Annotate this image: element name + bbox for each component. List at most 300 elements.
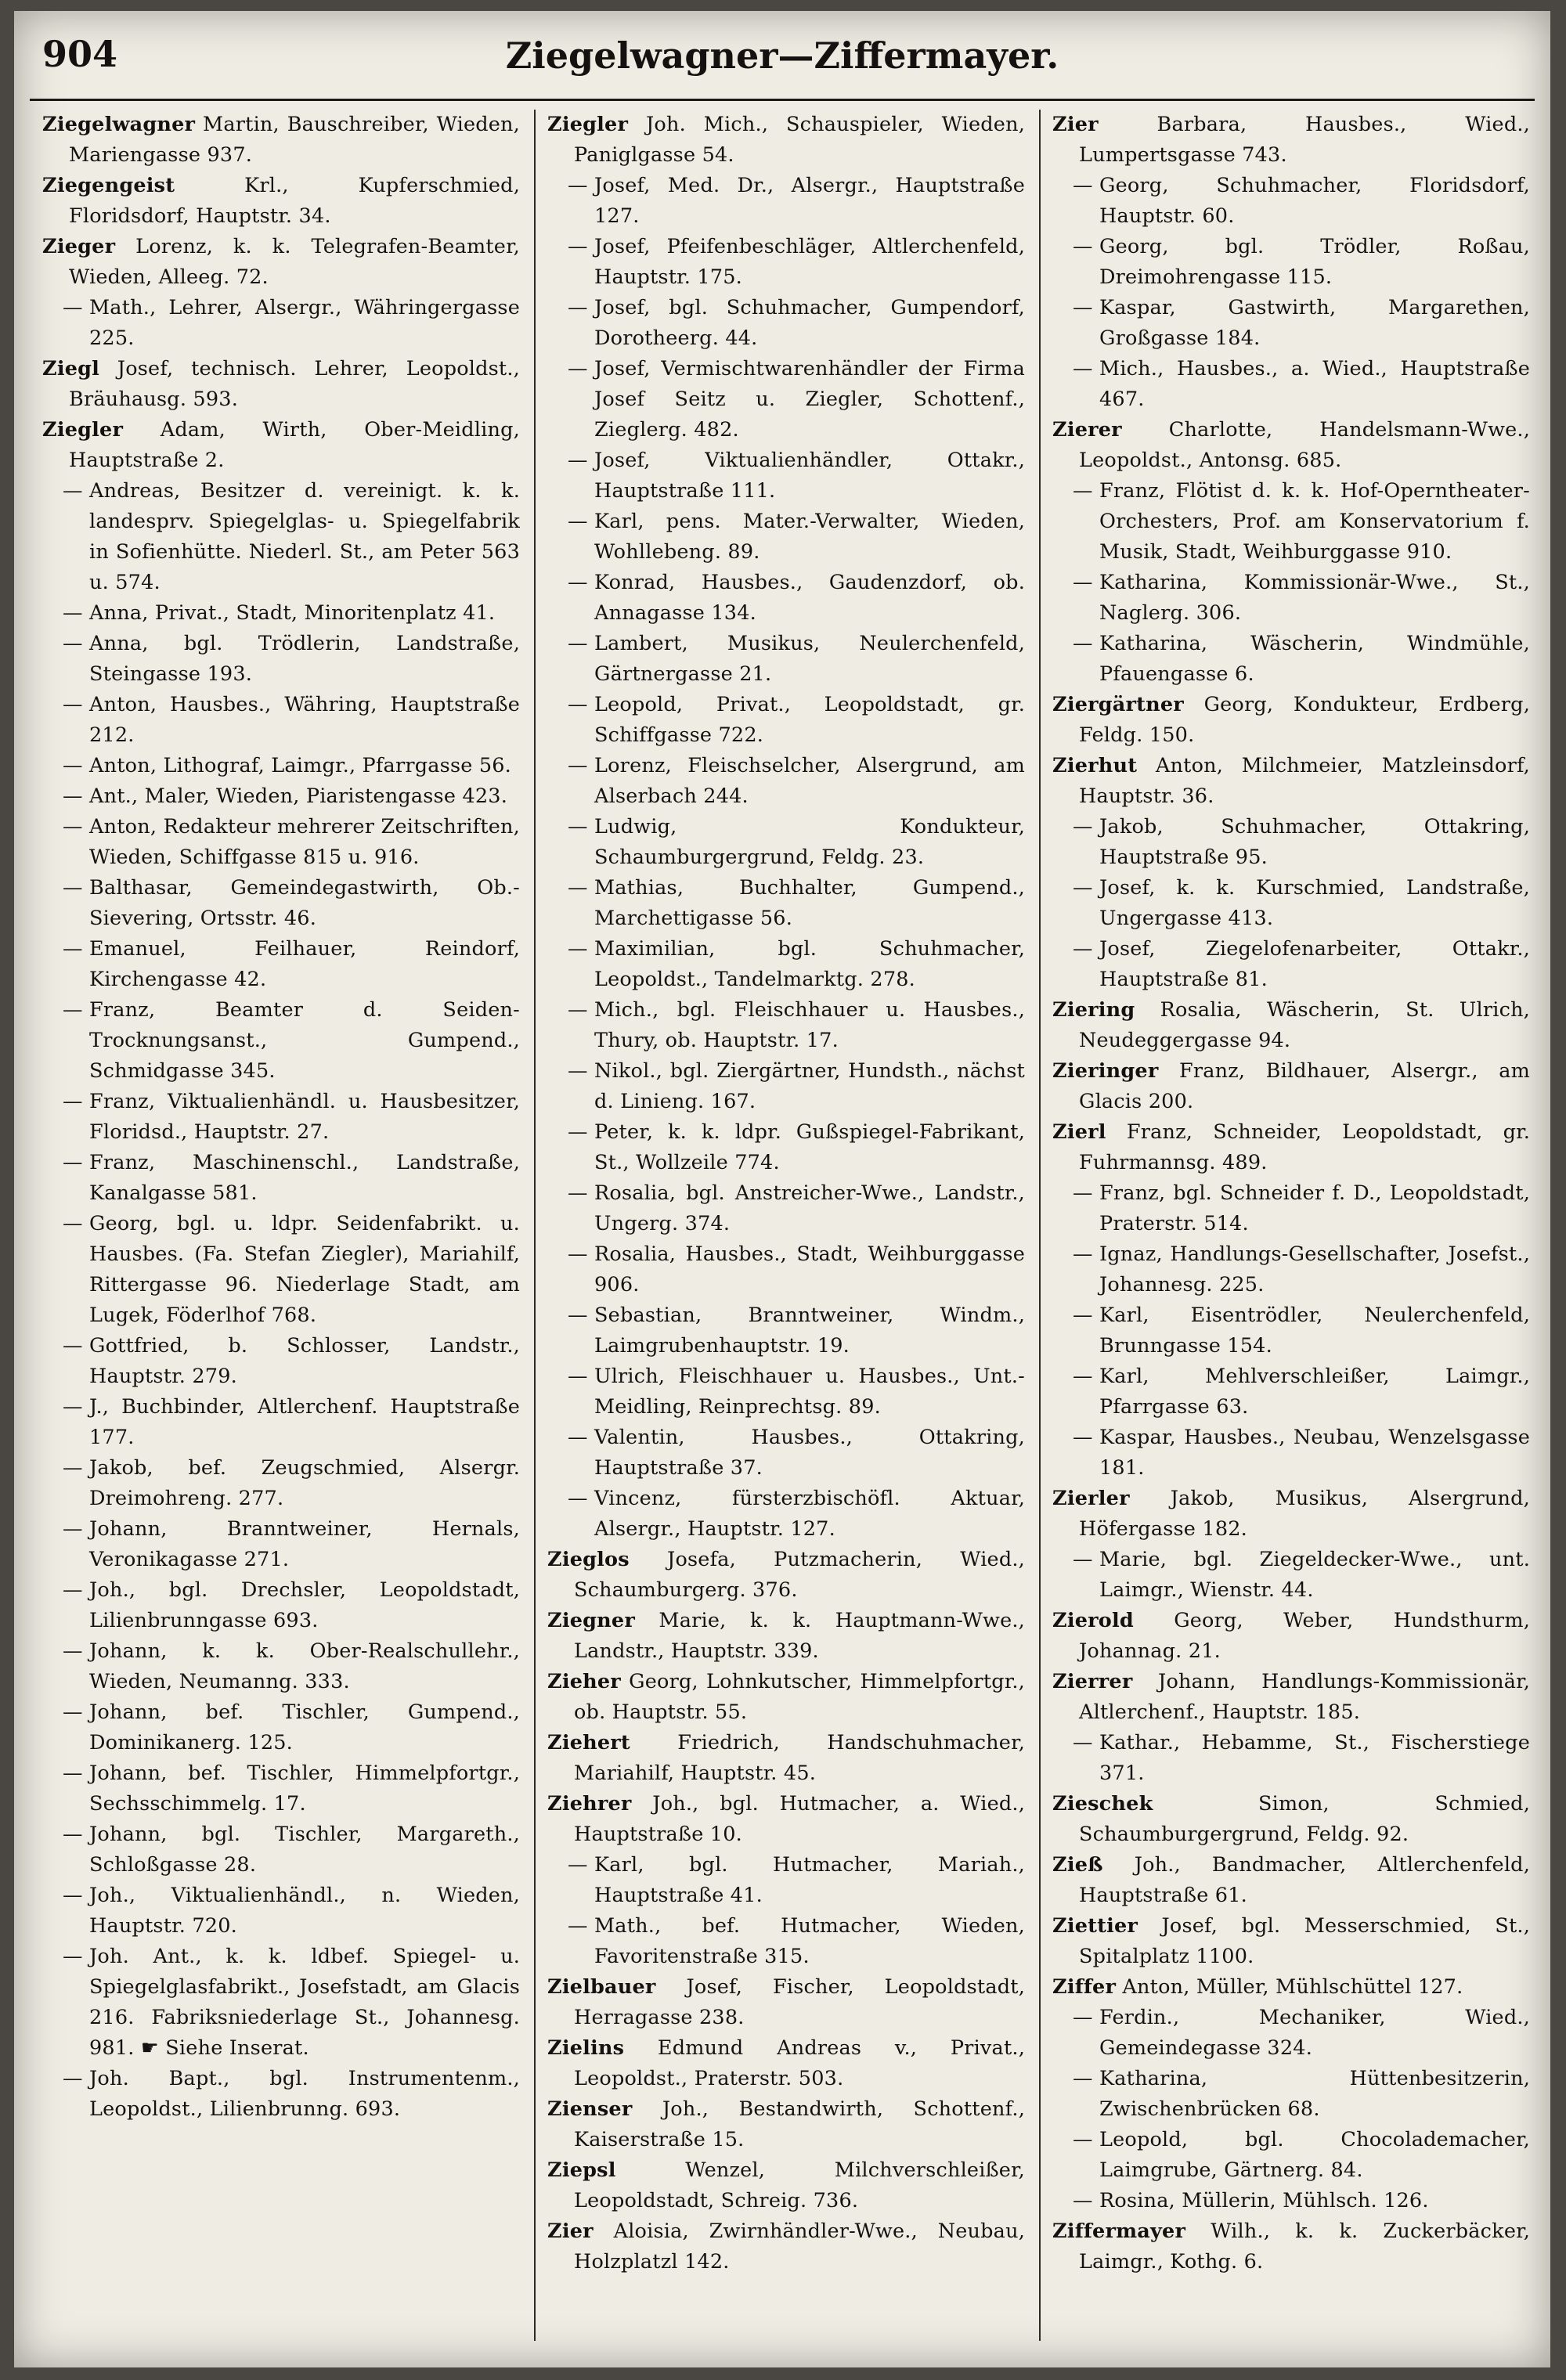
entry-surname: Zieglos: [547, 1548, 630, 1571]
directory-entry: [547, 1728, 1025, 1789]
entry-detail: bgl. Schuhmacher, Gumpendorf, Dorotheerg. 44.: [594, 296, 1025, 350]
directory-entry: [1052, 1300, 1530, 1361]
ditto-dash: —: [63, 693, 83, 716]
entry-given-name: Josef,: [594, 235, 651, 258]
entry-detail: Hausbes., Währing, Hauptstraße 212.: [89, 693, 520, 747]
directory-entry: [1052, 232, 1530, 293]
entry-given-name: Friedrich,: [677, 1731, 780, 1754]
ditto-dash: —: [63, 998, 83, 1022]
entry-detail: Wäscherin, Windmühle, Pfauengasse 6.: [1099, 632, 1530, 686]
entry-given-name: Karl,: [594, 1853, 644, 1877]
entry-given-name: Math.,: [89, 296, 157, 319]
entry-given-name: Johann,: [89, 1517, 168, 1541]
directory-entry: [547, 751, 1025, 812]
ditto-dash: —: [63, 876, 83, 900]
entry-surname: Ziegner: [547, 1609, 635, 1632]
directory-entry: [1052, 1361, 1530, 1423]
entry-given-name: Josef,: [1099, 937, 1156, 961]
directory-entry: [1052, 2125, 1530, 2186]
entry-detail: Bildhauer, Alsergr., am Glacis 200.: [1079, 1059, 1530, 1113]
directory-entry: [1052, 1239, 1530, 1300]
entry-given-name: Georg,: [1099, 174, 1169, 197]
entry-given-name: Josef,: [594, 449, 651, 472]
entry-given-name: Georg,: [89, 1212, 159, 1235]
entry-detail: bgl. u. ldpr. Seidenfabrikt. u. Hausbes. (Fa. Stefan Ziegler), Mariahilf, Rittergasse 96. Niederlage Stadt, am Lugek, Föderlhof 768.: [89, 1212, 520, 1327]
entry-given-name: Lorenz,: [135, 235, 214, 258]
entry-given-name: Johann,: [1158, 1670, 1236, 1693]
entry-detail: Branntweiner, Hernals, Veronikagasse 271.: [89, 1517, 520, 1571]
entry-surname: Ziergärtner: [1052, 693, 1184, 716]
entry-given-name: Barbara,: [1156, 113, 1247, 136]
directory-entry: [547, 1361, 1025, 1423]
entry-given-name: Joh. Bapt.,: [89, 2067, 230, 2090]
entry-given-name: Aloisia,: [613, 2220, 689, 2243]
page-number: 904: [42, 33, 118, 75]
directory-entry: [42, 110, 520, 171]
directory-entry: [547, 1300, 1025, 1361]
ditto-dash: —: [568, 296, 588, 319]
entry-detail: Bestandwirth, Schottenf., Kaiserstraße 15.: [574, 2097, 1025, 2151]
ditto-dash: —: [63, 1456, 83, 1480]
entry-given-name: Josef,: [686, 1975, 743, 1999]
ditto-dash: —: [63, 1945, 83, 1968]
directory-entry: [1052, 751, 1530, 812]
entry-given-name: Martin,: [203, 113, 280, 136]
entry-detail: Schuhmacher, Ottakring, Hauptstraße 95.: [1099, 815, 1530, 869]
entry-surname: Zierler: [1052, 1487, 1130, 1510]
directory-entry: [547, 568, 1025, 629]
entry-detail: k. k. Zuckerbäcker, Laimgr., Kothg. 6.: [1079, 2220, 1530, 2274]
entry-detail: Privat., Leopoldstadt, gr. Schiffgasse 722.: [594, 693, 1025, 747]
entry-given-name: Gottfried,: [89, 1334, 189, 1358]
entry-surname: Zier: [547, 2220, 594, 2243]
entry-surname: Ziepsl: [547, 2158, 616, 2182]
entry-detail: k. k. ldbef. Spiegel- u. Spiegelglasfabrikt., Josefstadt, am Glacis 216. Fabriksniederlage St., Johannesg. 981. ☛ Siehe Inserat.: [89, 1945, 520, 2060]
entry-detail: Viktualienhändl., n. Wieden, Hauptstr. 720.: [89, 1884, 520, 1938]
entry-given-name: Josef,: [594, 296, 651, 319]
entry-detail: Ziegelofenarbeiter, Ottakr., Hauptstraße 81.: [1099, 937, 1530, 991]
directory-entry: [547, 293, 1025, 354]
entry-given-name: Georg,: [629, 1670, 698, 1693]
directory-entry: [547, 812, 1025, 873]
entry-detail: Kondukteur, Erdberg, Feldg. 150.: [1079, 693, 1530, 747]
entry-given-name: Ludwig,: [594, 815, 677, 838]
entry-detail: k. k. Hauptmann-Wwe., Landstr., Hauptstr. 339.: [574, 1609, 1025, 1663]
entry-detail: Hausbes., Ottakring, Hauptstraße 37.: [594, 1426, 1025, 1480]
entry-surname: Zielins: [547, 2036, 625, 2060]
entry-detail: Wirth, Ober-Meidling, Hauptstraße 2.: [69, 418, 520, 472]
ditto-dash: —: [63, 632, 83, 655]
directory-entry: [547, 2094, 1025, 2155]
entry-given-name: Johann,: [89, 1823, 168, 1846]
entry-detail: pens. Mater.-Verwalter, Wieden, Wohllebeng. 89.: [594, 510, 1025, 564]
entry-given-name: Joh.,: [662, 2097, 709, 2121]
ditto-dash: —: [568, 174, 588, 197]
directory-entry: [547, 995, 1025, 1056]
ditto-dash: —: [63, 1334, 83, 1358]
entry-detail: Lohnkutscher, Himmelpfortgr., ob. Hauptstr. 55.: [574, 1670, 1025, 1724]
directory-entry: [42, 1636, 520, 1697]
entry-given-name: Ignaz,: [1099, 1242, 1163, 1266]
directory-entry: [547, 690, 1025, 751]
entry-detail: bef. Tischler, Himmelpfortgr., Sechsschimmelg. 17.: [89, 1762, 520, 1816]
entry-detail: bgl. Ziegeldecker-Wwe., unt. Laimgr., Wienstr. 44.: [1099, 1548, 1530, 1602]
ditto-dash: —: [568, 1242, 588, 1266]
directory-entry: [1052, 2064, 1530, 2125]
directory-entry: [42, 690, 520, 751]
entry-detail: Bauschreiber, Wieden, Mariengasse 937.: [69, 113, 520, 167]
directory-entry: [42, 1087, 520, 1148]
entry-detail: Fleischhauer u. Hausbes., Unt.-Meidling, Reinprechtsg. 89.: [594, 1365, 1025, 1419]
entry-given-name: Rosalia,: [1160, 998, 1242, 1022]
entry-surname: Ziegelwagner: [42, 113, 196, 136]
entry-detail: Viktualienhändler, Ottakr., Hauptstraße 111.: [594, 449, 1025, 503]
ditto-dash: —: [63, 2067, 83, 2090]
entry-detail: Weber, Hundsthurm, Johannag. 21.: [1079, 1609, 1530, 1663]
entry-given-name: Mich.,: [594, 998, 659, 1022]
directory-entry: [1052, 1056, 1530, 1117]
entry-given-name: Leopold,: [1099, 2128, 1189, 2151]
entry-detail: Hausbes., Neubau, Wenzelsgasse 181.: [1099, 1426, 1530, 1480]
ditto-dash: —: [63, 1762, 83, 1785]
entry-given-name: Edmund Andreas v.,: [657, 2036, 918, 2060]
directory-entry: [547, 354, 1025, 445]
entry-given-name: Josefa,: [667, 1548, 736, 1571]
entry-detail: Milchverschleißer, Leopoldstadt, Schreig. 736.: [574, 2158, 1025, 2212]
entry-detail: Schauspieler, Wieden, Paniglgasse 54.: [574, 113, 1025, 167]
entry-detail: Mehlverschleißer, Laimgr., Pfarrgasse 63.: [1099, 1365, 1530, 1419]
directory-entry: [42, 781, 520, 812]
entry-detail: k. k. Telegrafen-Beamter, Wieden, Alleeg. 72.: [69, 235, 520, 289]
entry-detail: Gemeindegastwirth, Ob.-Sievering, Ortsstr. 46.: [89, 876, 520, 930]
entry-detail: Privat., Leopoldst., Praterstr. 503.: [574, 2036, 1025, 2090]
entry-detail: Beamter d. Seiden-Trocknungsanst., Gumpend., Schmidgasse 345.: [89, 998, 520, 1083]
entry-detail: bgl. Chocolademacher, Laimgrube, Gärtnerg. 84.: [1099, 2128, 1530, 2182]
entry-given-name: Vincenz,: [594, 1487, 682, 1510]
ditto-dash: —: [1073, 2189, 1093, 2212]
directory-entry: [42, 934, 520, 995]
directory-entry: [42, 293, 520, 354]
ditto-dash: —: [1073, 174, 1093, 197]
directory-entry: [1052, 293, 1530, 354]
directory-entry: [547, 1117, 1025, 1178]
ditto-dash: —: [63, 1639, 83, 1663]
entry-given-name: Sebastian,: [594, 1304, 702, 1327]
directory-entry: [42, 1148, 520, 1209]
entry-detail: Eisentrödler, Neulerchenfeld, Brunngasse 154.: [1099, 1304, 1530, 1358]
entry-detail: Müller, Mühlschüttel 127.: [1196, 1975, 1463, 1999]
directory-entry: [1052, 1545, 1530, 1606]
entry-given-name: Anton,: [89, 815, 157, 838]
column-divider: [534, 110, 536, 2341]
ditto-dash: —: [568, 815, 588, 838]
entry-detail: Putzmacherin, Wied., Schaumburgerg. 376.: [574, 1548, 1025, 1602]
entry-given-name: Katharina,: [1099, 571, 1208, 594]
entry-given-name: Ulrich,: [594, 1365, 666, 1388]
entry-given-name: Wenzel,: [685, 2158, 766, 2182]
ditto-dash: —: [1073, 876, 1093, 900]
directory-entry: [1052, 1606, 1530, 1667]
column-2: [547, 110, 1025, 2349]
ditto-dash: —: [1073, 1426, 1093, 1449]
directory-entry: [1052, 2003, 1530, 2064]
entry-given-name: Anton,: [89, 754, 157, 777]
ditto-dash: —: [568, 1304, 588, 1327]
entry-given-name: Anna,: [89, 601, 149, 625]
ditto-dash: —: [568, 510, 588, 533]
entry-surname: Ziffer: [1052, 1975, 1117, 1999]
entry-given-name: Joh. Mich.,: [645, 113, 769, 136]
entry-detail: Maschinenschl., Landstraße, Kanalgasse 581.: [89, 1151, 520, 1205]
entry-given-name: Ferdin.,: [1099, 2006, 1180, 2029]
entry-given-name: Franz,: [1126, 1120, 1193, 1144]
entry-given-name: Katharina,: [1099, 2067, 1208, 2090]
entry-given-name: Georg,: [1203, 693, 1274, 716]
entry-given-name: Katharina,: [1099, 632, 1208, 655]
entry-surname: Zieger: [42, 235, 116, 258]
entry-surname: Zieß: [1052, 1853, 1103, 1877]
ditto-dash: —: [63, 1823, 83, 1846]
entry-detail: bgl. Tischler, Margareth., Schloßgasse 28.: [89, 1823, 520, 1877]
directory-entry: [1052, 110, 1530, 171]
entry-surname: Zierold: [1052, 1609, 1134, 1632]
directory-entry: [547, 1667, 1025, 1728]
directory-entry: [1052, 873, 1530, 934]
directory-entry: [547, 1606, 1025, 1667]
ditto-dash: —: [568, 754, 588, 777]
directory-entry: [42, 415, 520, 476]
entry-surname: Zieher: [547, 1670, 621, 1693]
directory-entry: [547, 2216, 1025, 2277]
column-divider: [1039, 110, 1041, 2341]
entry-detail: Flötist d. k. k. Hof-Operntheater-Orchesters, Prof. am Konservatorium f. Musik, Stadt, Weihburggasse 910.: [1099, 479, 1530, 564]
entry-given-name: Mich.,: [1099, 357, 1164, 380]
entry-surname: Zier: [1052, 113, 1099, 136]
entry-given-name: Rosalia,: [594, 1242, 677, 1266]
entry-given-name: Josef,: [594, 174, 651, 197]
entry-detail: Handschuhmacher, Mariahilf, Hauptstr. 45.: [574, 1731, 1025, 1785]
directory-entry: [1052, 2216, 1530, 2277]
entry-given-name: Johann,: [89, 1762, 168, 1785]
entry-detail: b. Schlosser, Landstr., Hauptstr. 279.: [89, 1334, 520, 1388]
entry-given-name: Simon,: [1257, 1792, 1330, 1816]
entry-given-name: Jakob,: [89, 1456, 153, 1480]
directory-entry: [42, 873, 520, 934]
ditto-dash: —: [1073, 1548, 1093, 1571]
entry-detail: Handlungs-Gesellschafter, Josefst., Johannesg. 225.: [1099, 1242, 1530, 1296]
entry-given-name: Charlotte,: [1168, 418, 1273, 442]
ditto-dash: —: [1073, 296, 1093, 319]
entry-given-name: Joh.,: [1134, 1853, 1181, 1877]
entry-detail: Gastwirth, Margarethen, Großgasse 184.: [1099, 296, 1530, 350]
entry-given-name: Franz,: [1099, 479, 1166, 503]
ditto-dash: —: [63, 754, 83, 777]
entry-given-name: Mathias,: [594, 876, 684, 900]
directory-entry: [547, 2155, 1025, 2216]
entry-surname: Ziffermayer: [1052, 2220, 1186, 2243]
entry-given-name: Kaspar,: [1099, 1426, 1176, 1449]
ditto-dash: —: [568, 1853, 588, 1877]
ditto-dash: —: [63, 296, 83, 319]
directory-entry: [547, 507, 1025, 568]
directory-entry: [1052, 1728, 1530, 1789]
entry-detail: Hebamme, St., Fischerstiege 371.: [1099, 1731, 1530, 1785]
entry-detail: bgl. Hutmacher, a. Wied., Hauptstraße 10.: [574, 1792, 1025, 1846]
entry-given-name: Kaspar,: [1099, 296, 1176, 319]
ditto-dash: —: [568, 1426, 588, 1449]
entry-given-name: Georg,: [1099, 235, 1169, 258]
directory-entry: [547, 232, 1025, 293]
entry-detail: bef. Tischler, Gumpend., Dominikanerg. 125.: [89, 1700, 520, 1754]
entry-surname: Ziering: [1052, 998, 1135, 1022]
directory-entry: [1052, 171, 1530, 232]
entry-given-name: Valentin,: [594, 1426, 685, 1449]
directory-entry: [42, 1942, 520, 2064]
directory-entry: [42, 476, 520, 598]
entry-detail: k. k. Ober-Realschullehr., Wieden, Neumanng. 333.: [89, 1639, 520, 1693]
entry-detail: Med. Dr., Alsergr., Hauptstraße 127.: [594, 174, 1025, 228]
entry-detail: bgl. Drechsler, Leopoldstadt, Lilienbrunngasse 693.: [89, 1578, 520, 1632]
directory-entry: [42, 232, 520, 293]
entry-given-name: Marie,: [1099, 1548, 1167, 1571]
directory-entry: [1052, 995, 1530, 1056]
ditto-dash: —: [568, 937, 588, 961]
entry-detail: k. k. Kurschmied, Landstraße, Ungergasse 413.: [1099, 876, 1530, 930]
entry-detail: Zwirnhändler-Wwe., Neubau, Holzplatzl 142.: [574, 2220, 1025, 2274]
directory-entry: [42, 995, 520, 1087]
entry-detail: fürsterzbischöfl. Aktuar, Alsergr., Hauptstr. 127.: [594, 1487, 1025, 1541]
ditto-dash: —: [63, 601, 83, 625]
ditto-dash: —: [568, 1059, 588, 1083]
entry-detail: Handlungs-Kommissionär, Altlerchenf., Hauptstr. 185.: [1079, 1670, 1530, 1724]
ditto-dash: —: [1073, 1731, 1093, 1754]
directory-entry: [1052, 415, 1530, 476]
entry-given-name: Joh. Ant.,: [89, 1945, 202, 1968]
ditto-dash: —: [568, 235, 588, 258]
directory-entry: [547, 1056, 1025, 1117]
directory-entry: [547, 1239, 1025, 1300]
entry-given-name: Franz,: [89, 1151, 156, 1174]
entry-detail: bgl. Messerschmied, St., Spitalplatz 1100.: [1079, 1914, 1530, 1968]
entry-given-name: Nikol.,: [594, 1059, 663, 1083]
entry-detail: Schuhmacher, Floridsdorf, Hauptstr. 60.: [1099, 174, 1530, 228]
entry-surname: Zienser: [547, 2097, 633, 2121]
entry-surname: Zierhut: [1052, 754, 1138, 777]
column-1: [42, 110, 520, 2349]
ditto-dash: —: [1073, 1365, 1093, 1388]
entry-given-name: Josef,: [1161, 1914, 1218, 1938]
entry-given-name: Maximilian,: [594, 937, 716, 961]
ditto-dash: —: [63, 1700, 83, 1724]
entry-surname: Zieringer: [1052, 1059, 1159, 1083]
directory-entry: [1052, 354, 1530, 415]
directory-entry: [1052, 1850, 1530, 1911]
entry-detail: Vermischtwarenhändler der Firma Josef Seitz u. Ziegler, Schottenf., Zieglerg. 482.: [594, 357, 1025, 442]
entry-detail: Fischer, Leopoldstadt, Herragasse 238.: [574, 1975, 1025, 2029]
ditto-dash: —: [63, 1395, 83, 1419]
entry-given-name: Anton,: [89, 693, 157, 716]
directory-entry: [547, 1789, 1025, 1850]
ditto-dash: —: [1073, 479, 1093, 503]
entry-detail: bef. Zeugschmied, Alsergr. Dreimohreng. 277.: [89, 1456, 520, 1510]
entry-detail: Mechaniker, Wied., Gemeindegasse 324.: [1099, 2006, 1530, 2060]
entry-given-name: Josef,: [1099, 876, 1156, 900]
ditto-dash: —: [63, 937, 83, 961]
entry-detail: Milchmeier, Matzleinsdorf, Hauptstr. 36.: [1079, 754, 1530, 808]
entry-given-name: Balthasar,: [89, 876, 193, 900]
directory-entry: [1052, 1423, 1530, 1484]
entry-detail: Müllerin, Mühlsch. 126.: [1182, 2189, 1429, 2212]
entry-detail: Redakteur mehrerer Zeitschriften, Wieden, Schiffgasse 815 u. 916.: [89, 815, 520, 869]
entry-detail: Buchbinder, Altlerchenf. Hauptstraße 177.: [89, 1395, 520, 1449]
directory-entry: [547, 873, 1025, 934]
ditto-dash: —: [63, 1517, 83, 1541]
entry-detail: k. k. ldpr. Gußspiegel-Fabrikant, St., Wollzeile 774.: [594, 1120, 1025, 1174]
entry-given-name: Krl.,: [244, 174, 289, 197]
entry-given-name: Ant.,: [89, 784, 139, 808]
entry-detail: Fleischselcher, Alsergrund, am Alserbach 244.: [594, 754, 1025, 808]
entry-detail: bgl. Trödlerin, Landstraße, Steingasse 193.: [89, 632, 520, 686]
entry-detail: Musikus, Neulerchenfeld, Gärtnergasse 21.: [594, 632, 1025, 686]
directory-entry: [42, 354, 520, 415]
ditto-dash: —: [1073, 1304, 1093, 1327]
directory-entry: [1052, 568, 1530, 629]
entry-given-name: Anton,: [1122, 1975, 1190, 1999]
entry-detail: bgl. Trödler, Roßau, Dreimohrengasse 115.: [1099, 235, 1530, 289]
directory-entry: [547, 1545, 1025, 1606]
ditto-dash: —: [1073, 2128, 1093, 2151]
entry-detail: Kommissionär-Wwe., St., Naglerg. 306.: [1099, 571, 1530, 625]
ditto-dash: —: [1073, 815, 1093, 838]
entry-detail: bgl. Ziergärtner, Hundsth., nächst d. Linieng. 167.: [594, 1059, 1025, 1113]
entry-detail: bgl. Anstreicher-Wwe., Landstr., Ungerg. 374.: [594, 1181, 1025, 1235]
ditto-dash: —: [1073, 1242, 1093, 1266]
directory-entry: [1052, 1667, 1530, 1728]
ditto-dash: —: [63, 815, 83, 838]
directory-entry: [547, 2033, 1025, 2094]
ditto-dash: —: [568, 571, 588, 594]
ditto-dash: —: [1073, 571, 1093, 594]
entry-detail: Branntweiner, Windm., Laimgrubenhauptstr. 19.: [594, 1304, 1025, 1358]
entry-given-name: Josef,: [117, 357, 174, 380]
entry-detail: Schmied, Schaumburgergrund, Feldg. 92.: [1079, 1792, 1530, 1846]
directory-entry: [42, 812, 520, 873]
directory-entry: [42, 1209, 520, 1331]
entry-detail: Maler, Wieden, Piaristengasse 423.: [144, 784, 508, 808]
ditto-dash: —: [1073, 632, 1093, 655]
directory-entry: [42, 1392, 520, 1453]
ditto-dash: —: [1073, 235, 1093, 258]
entry-given-name: Franz,: [89, 1090, 156, 1113]
entry-detail: technisch. Lehrer, Leopoldst., Bräuhausg. 593.: [69, 357, 520, 411]
entry-surname: Zierrer: [1052, 1670, 1133, 1693]
directory-entry: [547, 110, 1025, 171]
ditto-dash: —: [63, 1151, 83, 1174]
entry-detail: Schneider, Leopoldstadt, gr. Fuhrmannsg. 489.: [1079, 1120, 1530, 1174]
entry-detail: Besitzer d. vereinigt. k. k. landesprv. Spiegelglas- u. Spiegelfabrik in Sofienhütte. Niederl. St., am Peter 563 u. 574.: [89, 479, 520, 594]
entry-detail: bgl. Fleischhauer u. Hausbes., Thury, ob. Hauptstr. 17.: [594, 998, 1025, 1052]
entry-given-name: Franz,: [89, 998, 156, 1022]
ditto-dash: —: [1073, 1181, 1093, 1205]
directory-entry: [42, 598, 520, 629]
entry-detail: Hausbes., a. Wied., Hauptstraße 467.: [1099, 357, 1530, 411]
entry-given-name: Josef,: [594, 357, 651, 380]
entry-detail: bgl. Schneider f. D., Leopoldstadt, Praterstr. 514.: [1099, 1181, 1530, 1235]
directory-entry: [42, 1697, 520, 1758]
entry-detail: Hüttenbesitzerin, Zwischenbrücken 68.: [1099, 2067, 1530, 2121]
running-head: Ziegelwagner—Ziffermayer.: [505, 34, 1059, 77]
directory-entry: [1052, 1972, 1530, 2003]
